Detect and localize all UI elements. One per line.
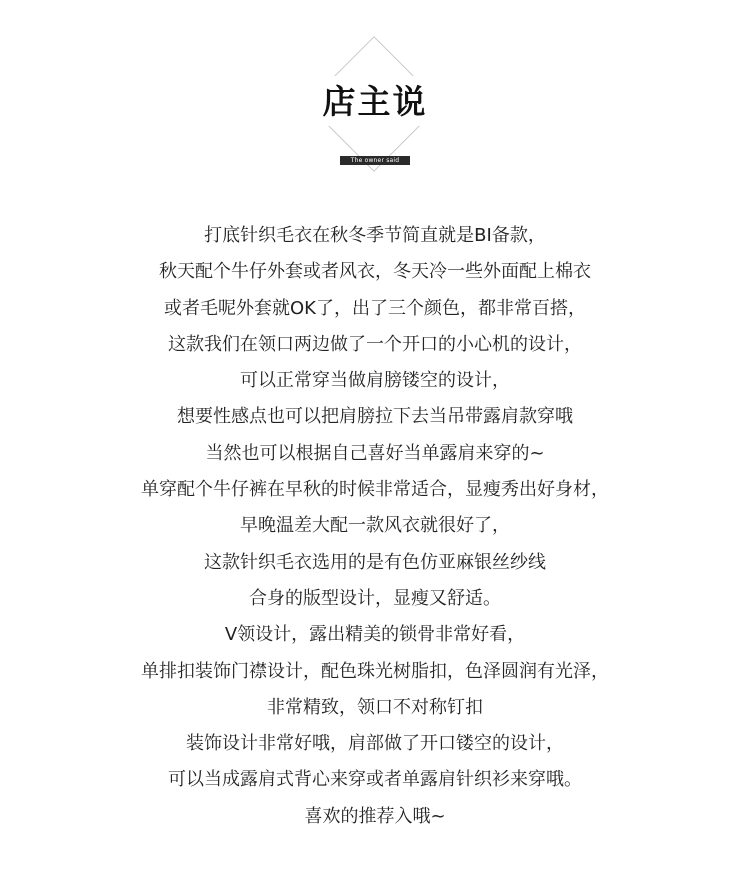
description-line: 打底针织毛衣在秋冬季节简直就是BI备款，: [204, 225, 546, 246]
description-line: 或者毛呢外套就OK了，出了三个颜色，都非常百搭，: [164, 297, 586, 319]
description-line: 当然也可以根据自己喜好当单露肩来穿的~: [205, 442, 545, 464]
description-line: 喜欢的推荐入哦~: [304, 805, 446, 827]
description-line: 想要性感点也可以把肩膀拉下去当吊带露肩款穿哦: [177, 406, 573, 428]
section-subtitle-badge: The owner said: [340, 156, 410, 165]
description-line: 合身的版型设计，显瘦又舒适。: [249, 587, 501, 609]
description-line: 这款针织毛衣选用的是有色仿亚麻银丝纱线: [204, 551, 546, 573]
description-line: 可以正常穿当做肩膀镂空的设计，: [240, 370, 510, 392]
description-line: 装饰设计非常好哦，肩部做了开口镂空的设计，: [186, 733, 564, 755]
description-line: 单排扣装饰门襟设计，配色珠光树脂扣，色泽圆润有光泽，: [141, 660, 609, 682]
owner-description: [0, 218, 750, 835]
description-line: V领设计，露出精美的锁骨非常好看，: [224, 624, 526, 646]
description-line: 早晚温差大配一款风衣就很好了，: [240, 515, 510, 537]
description-line: 单穿配个牛仔裤在早秋的时候非常适合，显瘦秀出好身材，: [141, 479, 609, 501]
description-line: 可以当成露肩式背心来穿或者单露肩针织衫来穿哦。: [168, 769, 582, 791]
description-line: 秋天配个牛仔外套或者风衣，冬天冷一些外面配上棉衣: [159, 261, 591, 283]
title-wrap: [300, 76, 450, 126]
section-header: [0, 0, 750, 170]
section-title: 店主说: [322, 81, 428, 121]
description-line: 非常精致，领口不对称钉扣: [267, 696, 483, 718]
description-line: 这款我们在领口两边做了一个开口的小心机的设计，: [168, 333, 582, 355]
